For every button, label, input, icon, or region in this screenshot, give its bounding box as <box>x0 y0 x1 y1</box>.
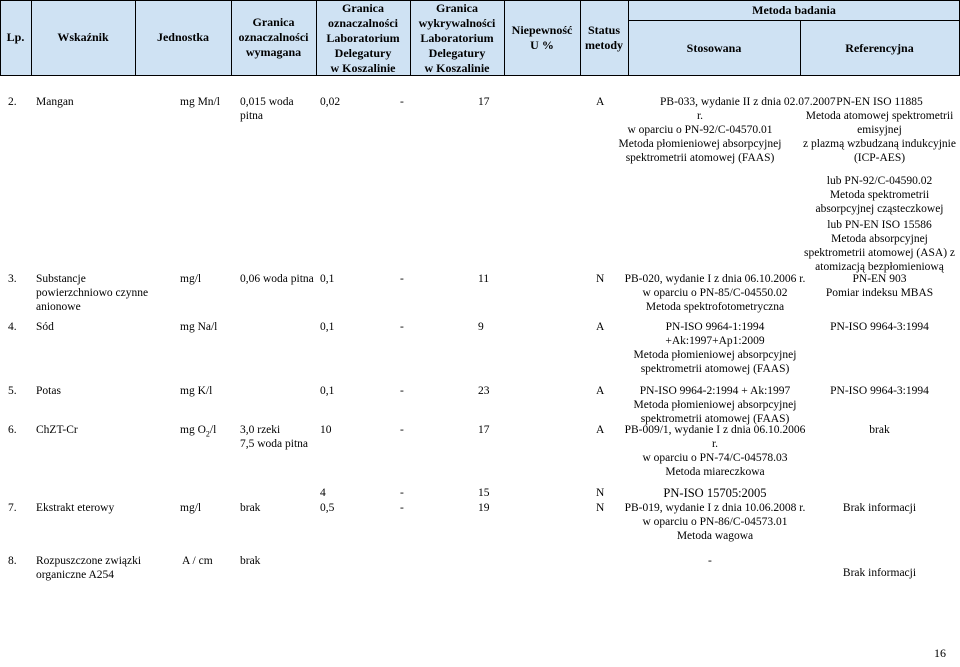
row-loq: 10 <box>320 424 332 436</box>
row-lp: 3. <box>8 273 17 285</box>
header-line: Granica <box>436 1 478 15</box>
text-line: pitna <box>240 110 263 122</box>
text-line: spektrometrii atomowej (FAAS) <box>640 363 790 375</box>
header-method-divider <box>628 20 960 21</box>
header-granica-wymagana <box>231 15 316 60</box>
row-uncertainty: 23 <box>478 385 490 397</box>
row-loq: 0,5 <box>320 502 335 514</box>
header-line: Delegatury <box>428 46 486 60</box>
row-method <box>580 95 836 165</box>
text-line: spektrometrii atomowej (FAAS) <box>640 413 790 425</box>
text-line: PB-033, wydanie II z dnia 02.07.2007 <box>660 96 836 108</box>
header-line: w Koszalinie <box>424 61 490 75</box>
row-status: N <box>596 502 605 514</box>
text-line: Metoda spektrofotometryczna <box>645 301 785 313</box>
row-reference-alt-2 <box>800 218 959 274</box>
row-unit: mg/l <box>180 502 202 514</box>
text-line: organiczne A254 <box>36 569 115 581</box>
text-line: absorpcyjnej cząsteczkowej <box>815 203 944 215</box>
text-line: PN-ISO 9964-1:1994 <box>665 321 765 333</box>
text-line: PN-EN 903 <box>852 273 907 285</box>
text-line: (ICP-AES) <box>853 152 906 164</box>
row-reference <box>800 272 959 300</box>
header-line: oznaczalności <box>238 30 309 44</box>
text-line: atomizacją bezpłomieniową <box>815 261 944 273</box>
text-line: w oparciu o PN-74/C-04578.03 <box>642 452 788 464</box>
header-referencyjna: Referencyjna <box>845 41 914 55</box>
header-status <box>580 23 628 53</box>
header-line: wykrywalności <box>418 16 496 30</box>
text-line: PB-020, wydanie I z dnia 06.10.2006 r. <box>624 273 806 285</box>
text-line: Metoda płomieniowej absorpcyjnej <box>633 349 797 361</box>
text-line: Rozpuszczone związki <box>36 555 142 567</box>
header-granica-lab <box>316 1 410 76</box>
page-number: 16 <box>934 646 946 660</box>
row-method-alt: PN-ISO 15705:2005 <box>663 486 767 500</box>
row-uncertainty: 17 <box>478 96 490 108</box>
text-line: PN-ISO 9964-2:1994 + Ak:1997 <box>639 385 791 397</box>
row-reference <box>800 95 959 165</box>
text-line: Metoda spektrometrii <box>829 189 930 201</box>
text-line: r. <box>696 110 704 122</box>
row-method <box>600 384 830 426</box>
row-loq: 0,02 <box>320 96 341 108</box>
header-line: Laboratorium <box>420 31 494 45</box>
header-line: w Koszalinie <box>330 61 396 75</box>
text-line: anionowe <box>36 301 81 313</box>
row-uncertainty: 19 <box>478 502 490 514</box>
header-line: Laboratorium <box>326 31 400 45</box>
text-line: r. <box>711 438 719 450</box>
row-requirement: brak <box>240 502 261 514</box>
row-unit: mg/l <box>180 273 202 285</box>
row-loq-alt: 4 <box>320 487 326 499</box>
row-reference: Brak informacji <box>842 502 917 514</box>
row-lp: 5. <box>8 385 17 397</box>
row-reference-alt-1 <box>800 174 959 216</box>
row-unit: A / cm <box>182 555 213 567</box>
row-unit: mg Mn/l <box>180 96 220 108</box>
row-dash: - <box>400 273 404 285</box>
row-lp: 7. <box>8 502 17 514</box>
row-name: ChZT-Cr <box>36 424 78 436</box>
row-dash: - <box>400 424 404 436</box>
text-line: 7,5 woda pitna <box>240 438 309 450</box>
text-line: Metoda płomieniowej absorpcyjnej <box>618 138 782 150</box>
row-loq: 0,1 <box>320 321 335 333</box>
header-line: oznaczalności <box>328 16 398 30</box>
row-requirement <box>240 95 294 123</box>
row-status: N <box>596 273 605 285</box>
text-line: spektrometrii atomowej (FAAS) <box>625 152 775 164</box>
header-granica-wykryw <box>410 1 504 76</box>
text-line: Metoda absorpcyjnej <box>831 233 928 245</box>
header-lp: Lp. <box>6 30 25 44</box>
row-uncertainty-alt: 15 <box>478 487 490 499</box>
row-unit: mg K/l <box>180 385 213 397</box>
row-dash-alt: - <box>400 487 404 499</box>
text-line: w oparciu o PN-85/C-04550.02 <box>642 287 788 299</box>
header-line: wymagana <box>245 45 302 59</box>
text-line: powierzchniowo czynne <box>36 287 149 299</box>
text-line: +Ak:1997+Ap1:2009 <box>665 335 765 347</box>
header-jednostka: Jednostka <box>156 30 209 44</box>
header-line: Delegatury <box>334 46 392 60</box>
text-line: emisyjnej <box>857 124 902 136</box>
row-uncertainty: 9 <box>478 321 484 333</box>
row-uncertainty: 11 <box>478 273 490 285</box>
row-requirement <box>240 423 308 451</box>
text-line: PB-019, wydanie I z dnia 10.06.2008 r. <box>624 502 806 514</box>
row-reference: PN-ISO 9964-3:1994 <box>830 385 929 397</box>
row-loq: 0,1 <box>320 273 335 285</box>
row-reference: brak <box>869 424 890 436</box>
row-requirement: 0,06 woda pitna <box>240 273 314 285</box>
text-line: PB-009/1, wydanie I z dnia 06.10.2006 <box>624 424 806 436</box>
text-line: Metoda miareczkowa <box>665 466 765 478</box>
header-niepewnosc <box>504 23 580 53</box>
row-name: Ekstrakt eterowy <box>36 502 115 514</box>
row-status: A <box>596 385 605 397</box>
row-method: - <box>708 555 712 567</box>
row-reference: Brak informacji <box>842 567 917 579</box>
unit-base: mg O <box>180 424 206 436</box>
row-method <box>600 272 830 314</box>
row-name <box>36 554 141 582</box>
row-lp: 4. <box>8 321 17 333</box>
row-dash: - <box>400 385 404 397</box>
row-requirement: brak <box>240 555 261 567</box>
unit-subscript: 2 <box>205 429 210 439</box>
header-line: Granica <box>252 15 295 29</box>
row-loq: 0,1 <box>320 385 335 397</box>
row-unit: mg Na/l <box>180 321 218 333</box>
row-method <box>600 501 830 543</box>
header-line: Granica <box>342 1 384 15</box>
row-status: A <box>596 96 605 108</box>
text-line: z plazmą wzbudzaną indukcyjnie <box>803 138 956 150</box>
row-lp: 8. <box>8 555 17 567</box>
header-line: metody <box>585 38 623 52</box>
row-dash: - <box>400 96 404 108</box>
header-line: U % <box>530 38 554 52</box>
row-name <box>36 272 148 314</box>
row-uncertainty: 17 <box>478 424 490 436</box>
row-lp: 2. <box>8 96 17 108</box>
row-dash: - <box>400 321 404 333</box>
text-line: w oparciu o PN-92/C-04570.01 <box>627 124 773 136</box>
text-line: lub PN-92/C-04590.02 <box>826 175 933 187</box>
header-metoda: Metoda badania <box>752 3 836 17</box>
row-unit <box>180 423 216 441</box>
text-line: Metoda atomowej spektrometrii <box>805 110 954 122</box>
text-line: PN-EN ISO 11885 <box>836 96 923 108</box>
text-line: spektrometrii atomowej (ASA) z <box>803 247 956 259</box>
row-reference: PN-ISO 9964-3:1994 <box>830 321 929 333</box>
text-line: 0,015 woda <box>240 96 294 108</box>
header-wskaznik: Wskaźnik <box>57 30 109 44</box>
row-lp: 6. <box>8 424 17 436</box>
header-line: Status <box>587 23 620 37</box>
unit-tail: /l <box>209 424 217 436</box>
row-name: Potas <box>36 385 61 397</box>
header-line: Niepewność <box>511 23 573 37</box>
text-line: w oparciu o PN-86/C-04573.01 <box>642 516 788 528</box>
row-status-alt: N <box>596 487 605 499</box>
row-name: Sód <box>36 321 54 333</box>
text-line: 3,0 rzeki <box>240 424 281 436</box>
row-method <box>600 423 830 479</box>
text-line: Metoda płomieniowej absorpcyjnej <box>633 399 797 411</box>
text-line: lub PN-EN ISO 15586 <box>827 219 932 231</box>
row-status: A <box>596 321 605 333</box>
header-stosowana: Stosowana <box>686 41 742 55</box>
row-name: Mangan <box>36 96 74 108</box>
row-method <box>600 320 830 376</box>
text-line: Pomiar indeksu MBAS <box>825 287 934 299</box>
row-dash: - <box>400 502 404 514</box>
text-line: Substancje <box>36 273 86 285</box>
text-line: Metoda wagowa <box>676 530 754 542</box>
row-status: A <box>596 424 605 436</box>
